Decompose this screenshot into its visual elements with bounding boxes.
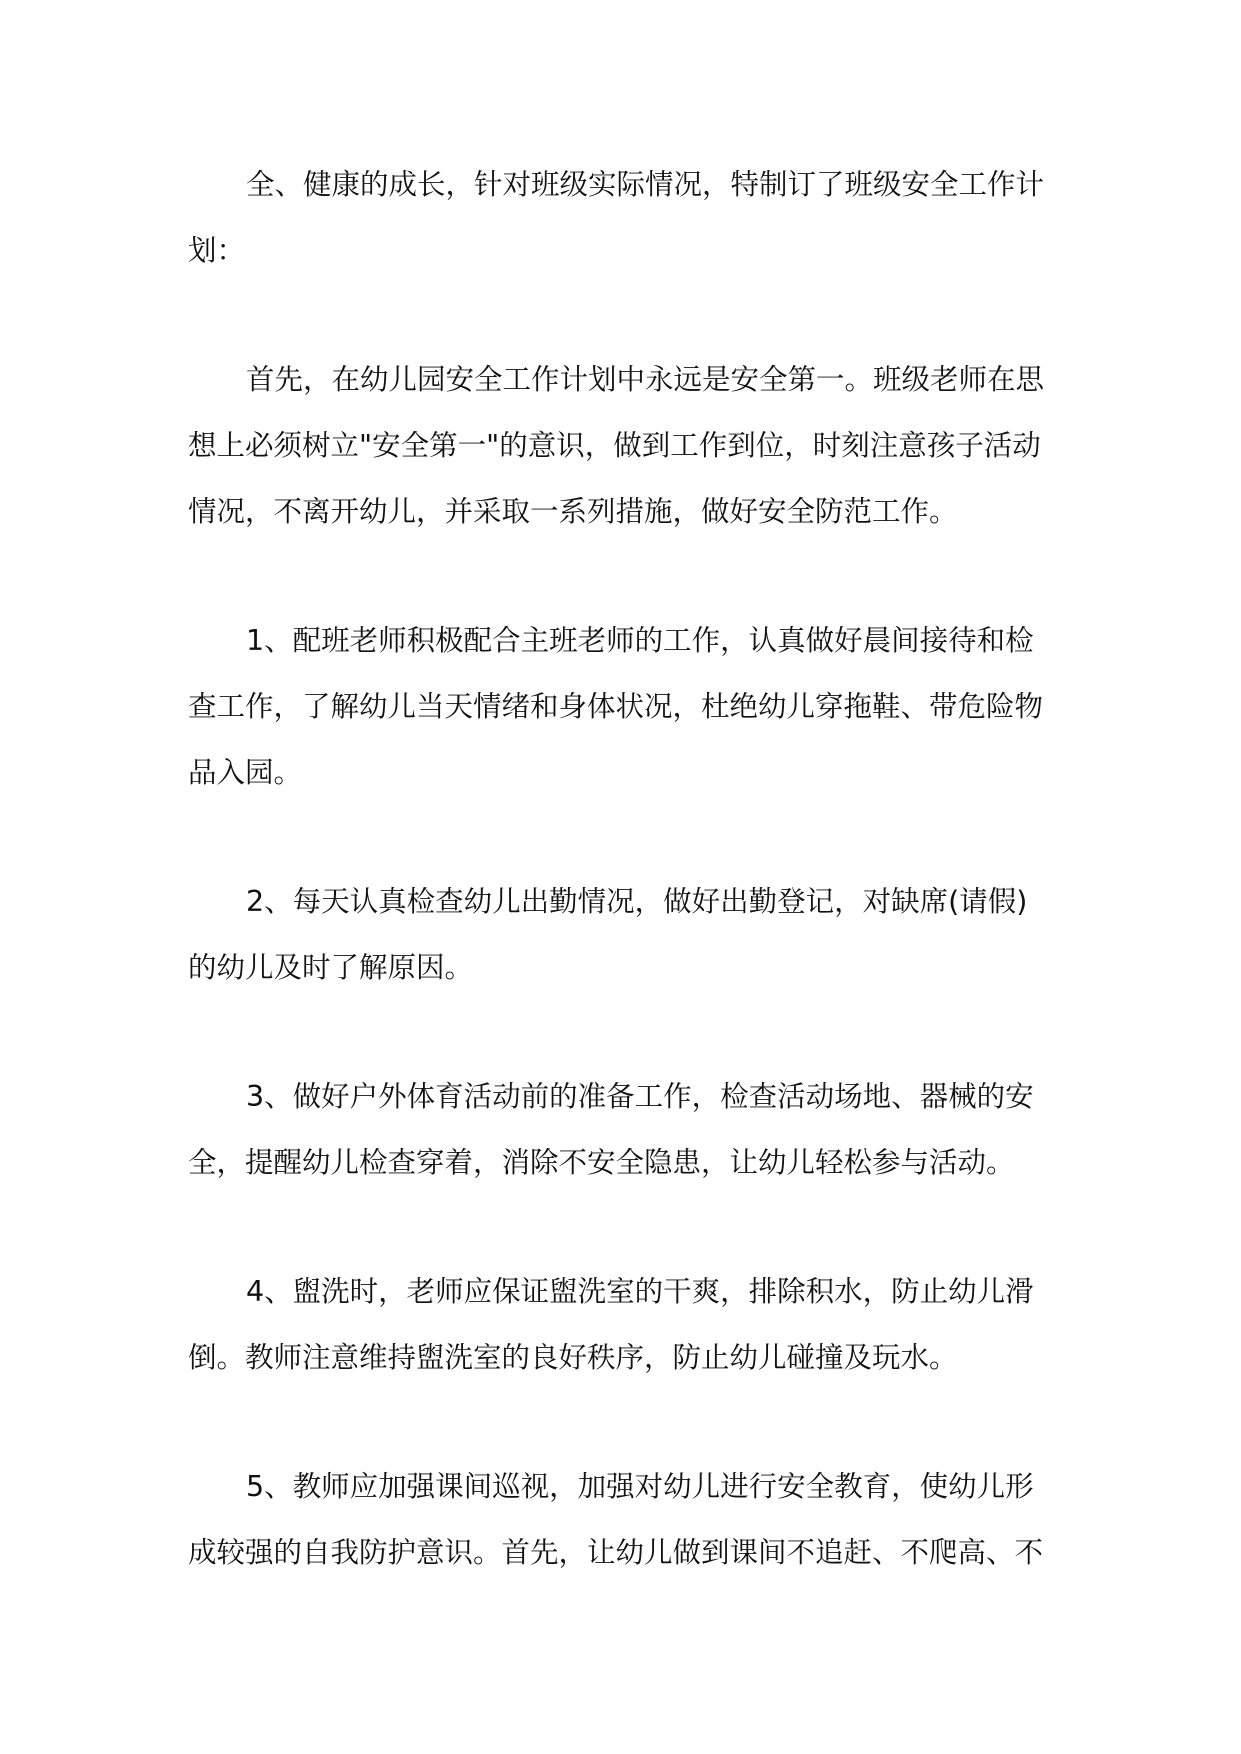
paragraph-line: 4、盥洗时，老师应保证盥洗室的干爽，排除积水，防止幼儿滑 xyxy=(246,1275,1034,1308)
paragraph-4 xyxy=(188,869,1058,1001)
paragraph-5 xyxy=(188,1064,1058,1196)
paragraph-line: 全、健康的成长，针对班级实际情况，特制订了班级安全工作计 xyxy=(246,168,1045,201)
paragraph-line: 全，提醒幼儿检查穿着，消除不安全隐患，让幼儿轻松参与活动。 xyxy=(188,1146,1015,1179)
paragraph-line: 2、每天认真检查幼儿出勤情况，做好出勤登记，对缺席(请假) xyxy=(246,885,1028,918)
paragraph-line: 倒。教师注意维持盥洗室的良好秩序，防止幼儿碰撞及玩水。 xyxy=(188,1341,958,1374)
paragraph-line: 品入园。 xyxy=(188,756,303,789)
paragraph-1 xyxy=(188,152,1058,284)
paragraph-line: 想上必须树立"安全第一"的意识，做到工作到位，时刻注意孩子活动 xyxy=(188,429,1041,462)
paragraph-6 xyxy=(188,1259,1058,1391)
paragraph-line: 3、做好户外体育活动前的准备工作，检查活动场地、器械的安 xyxy=(246,1080,1034,1113)
paragraph-line: 查工作，了解幼儿当天情绪和身体状况，杜绝幼儿穿拖鞋、带危险物 xyxy=(188,690,1044,723)
paragraph-line: 5、教师应加强课间巡视，加强对幼儿进行安全教育，使幼儿形 xyxy=(246,1470,1034,1503)
paragraph-line: 情况，不离开幼儿，并采取一系列措施，做好安全防范工作。 xyxy=(188,495,958,528)
paragraph-7 xyxy=(188,1454,1058,1586)
paragraph-line: 成较强的自我防护意识。首先，让幼儿做到课间不追赶、不爬高、不 xyxy=(188,1536,1044,1569)
paragraph-3 xyxy=(188,608,1058,806)
paragraph-line: 首先，在幼儿园安全工作计划中永远是安全第一。班级老师在思 xyxy=(246,363,1045,396)
paragraph-2 xyxy=(188,347,1058,545)
paragraph-line: 划： xyxy=(188,234,246,267)
paragraph-line: 1、配班老师积极配合主班老师的工作，认真做好晨间接待和检 xyxy=(246,624,1034,657)
paragraph-line: 的幼儿及时了解原因。 xyxy=(188,951,474,984)
